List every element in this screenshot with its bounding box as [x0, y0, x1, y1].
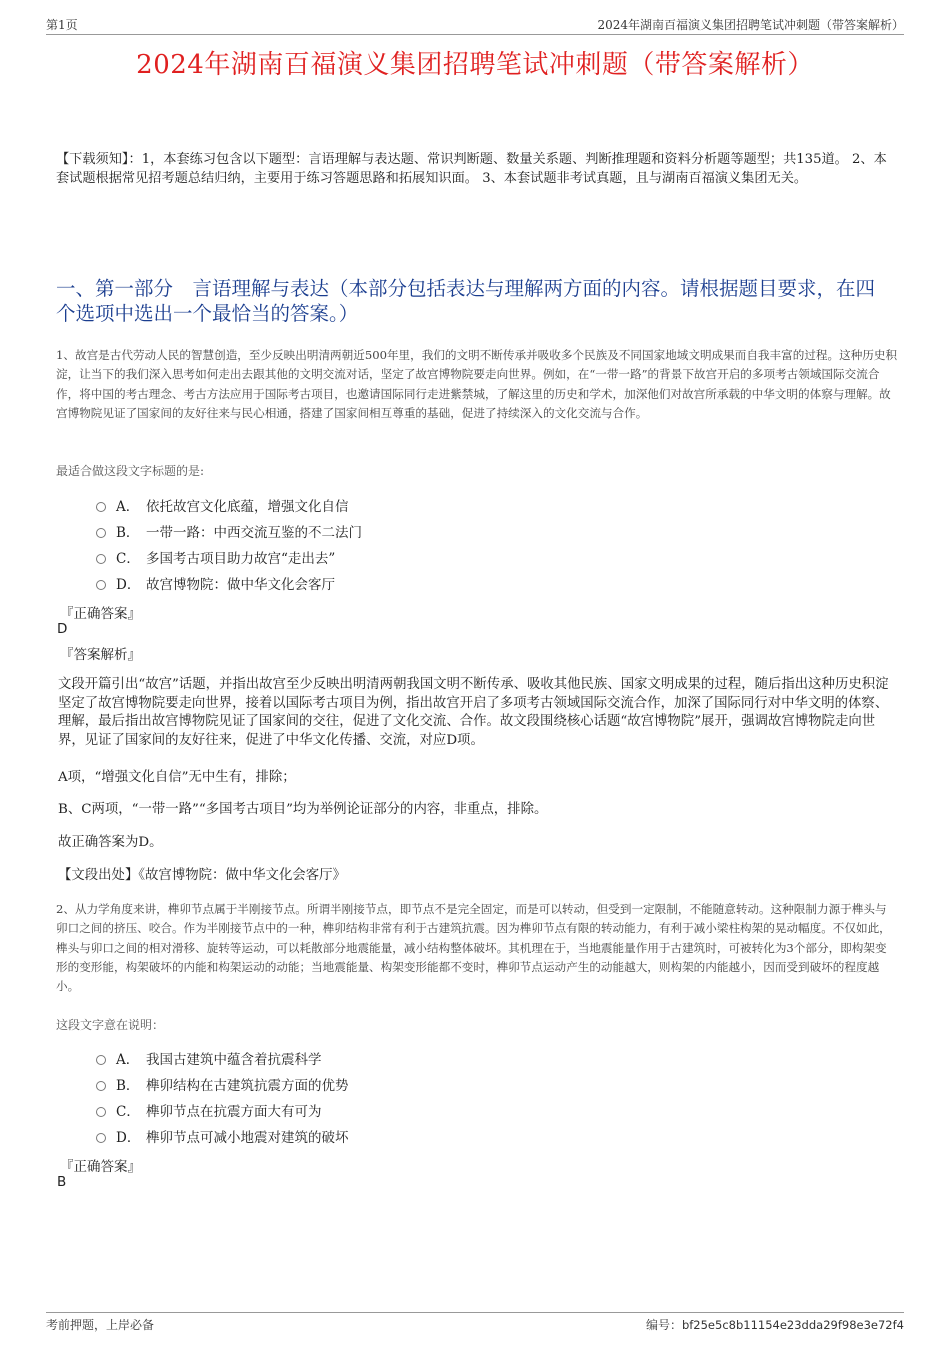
question-1-analysis: 文段开篇引出“故宫”话题，并指出故宫至少反映出明清两朝我国文明不断传承、吸收其他民族、国家文明成果的过程，随后指出这种历史积淀坚定了故宫博物院要走向世界，接着以国际考古项目为例，指出故宫开启了多项考古领域国际交流合作，加深了国际同行对中华文明的体察、理解，最后指出故宫博物院见证了国家间的交往，促进了文化交流、合作。故文段围绕核心话题“故宫博物院”展开，强调故宫博物院走向世界，见证了国家间的友好往来，促进了中华文化传播、交流，对应D项。 [58, 677, 889, 748]
page-number: 第1页 [46, 18, 78, 32]
radio-icon[interactable] [96, 554, 106, 564]
question-2-option-c[interactable]: C． 榫卯节点在抗震方面大有可为 [96, 1097, 349, 1123]
question-1-option-d[interactable]: D． 故宫博物院：做中华文化会客厅 [96, 570, 362, 596]
radio-icon[interactable] [96, 502, 106, 512]
question-1-options [96, 492, 362, 596]
question-2-options [96, 1045, 349, 1149]
question-1-prompt: 最适合做这段文字标题的是: [56, 464, 205, 478]
footer-slogan: 考前押题，上岸必备 [46, 1318, 155, 1332]
question-1-analysis-bc: B、C两项，“一带一路”“多国考古项目”均为举例论证部分的内容，非重点，排除。 [58, 802, 548, 817]
question-1-option-c[interactable]: C． 多国考古项目助力故宫“走出去” [96, 544, 362, 570]
question-1-analysis-label: 『答案解析』 [60, 647, 141, 663]
question-1-analysis-a: A项，“增强文化自信”无中生有，排除； [58, 770, 296, 785]
radio-icon[interactable] [96, 1081, 106, 1091]
header-doc-title: 2024年湖南百福演义集团招聘笔试冲刺题（带答案解析） [597, 18, 904, 32]
radio-icon[interactable] [96, 1107, 106, 1117]
question-1-final-answer: 故正确答案为D。 [58, 835, 163, 850]
page-header [46, 14, 904, 35]
radio-icon[interactable] [96, 528, 106, 538]
question-2-text: 2、从力学角度来讲，榫卯节点属于半刚接节点。所谓半刚接节点，即节点不是完全固定，而是可以转动，但受到一定限制，不能随意转动。这种限制力源于榫头与卯口之间的挤压、咬合。作为半刚接节点中的一种，榫卯结构非常有利于古建筑抗震。因为榫卯节点有限的转动能力，有利于减小梁柱构架的晃动幅度。不仅如此，榫头与卯口之间的相对滑移、旋转等运动，可以耗散部分地震能量，减小结构整体破坏。其机理在于，当地震能量作用于古建筑时，可被转化为3个部分，即构架变形的变形能，构架破坏的内能和构架运动的动能；当地震能量、构架变形能都不变时，榫卯节点运动产生的动能越大，则构架的内能越小，因而受到破坏的程度越小。 [56, 902, 891, 994]
question-2-correct-answer-label: 『正确答案』 [60, 1159, 141, 1175]
radio-icon[interactable] [96, 580, 106, 590]
page-footer [46, 1312, 904, 1333]
question-1-correct-answer-label: 『正确答案』 [60, 606, 141, 622]
question-2-answer: B [57, 1174, 67, 1190]
footer-code: 编号：bf25e5c8b11154e23dda29f98e3e72f4 [645, 1318, 904, 1332]
question-1-text: 1、故宫是古代劳动人民的智慧创造，至少反映出明清两朝近500年里，我们的文明不断传承并吸收多个民族及不同国家地域文明成果而自我丰富的过程。这种历史积淀，让当下的我们深入思考如何走出去跟其他的文明交流对话，坚定了故宫博物院要走向世界。例如，在“一带一路”的背景下故宫开启的多项考古领域国际交流合作，将中国的考古理念、考古方法应用于国际考古项目，也邀请国际同行走进紫禁城，了解这里的历史和学术，加深他们对故宫所承载的中华文明的体察与理解。故宫博物院见证了国家间的友好往来与民心相通，搭建了国家间相互尊重的基础，促进了持续深入的文化交流与合作。 [56, 348, 898, 420]
question-2-option-d[interactable]: D． 榫卯节点可减小地震对建筑的破坏 [96, 1123, 349, 1149]
question-2-option-a[interactable]: A． 我国古建筑中蕴含着抗震科学 [96, 1045, 349, 1071]
question-1-option-b[interactable]: B． 一带一路：中西交流互鉴的不二法门 [96, 518, 362, 544]
question-1-answer: D [57, 621, 68, 637]
download-notice: 【下载须知】：1，本套练习包含以下题型：言语理解与表达题、常识判断题、数量关系题、判断推理题和资料分析题等题型；共135道。 2、本套试题根据常见招考题总结归纳，主要用于练习答题思路和拓展知识面。 3、本套试题非考试真题，且与湖南百福演义集团无关。 [56, 152, 887, 186]
question-2-option-b[interactable]: B． 榫卯结构在古建筑抗震方面的优势 [96, 1071, 349, 1097]
document-title: 2024年湖南百福演义集团招聘笔试冲刺题（带答案解析） [136, 50, 814, 80]
question-1-source: 【文段出处】《故宫博物院：做中华文化会客厅》 [58, 868, 346, 883]
radio-icon[interactable] [96, 1133, 106, 1143]
question-2-prompt: 这段文字意在说明： [56, 1018, 165, 1032]
section-title: 一、第一部分 言语理解与表达（本部分包括表达与理解两方面的内容。请根据题目要求，在四个选项中选出一个最恰当的答案。） [56, 277, 876, 325]
question-1-option-a[interactable]: A． 依托故宫文化底蕴，增强文化自信 [96, 492, 362, 518]
radio-icon[interactable] [96, 1055, 106, 1065]
